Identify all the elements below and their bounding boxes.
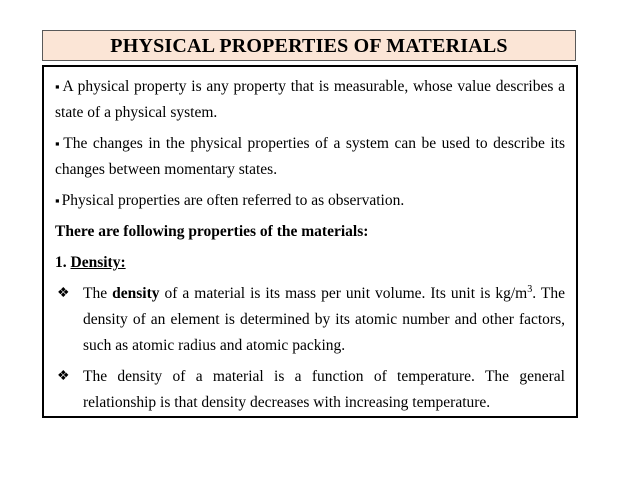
paragraph-text: A physical property is any property that is measurable, whose value describes a state of a physical system. [55, 78, 566, 121]
paragraph-text: The changes in the physical properties of a system can be used to describe its changes between momentary states. [55, 135, 565, 178]
square-bullet-icon: ▪ [55, 193, 60, 208]
diamond-bullet-icon: ❖ [57, 369, 70, 384]
paragraph-text: . The density of an element is determined by its atomic number and other factors, such as atomic radius and atomic packing. [83, 285, 565, 354]
paragraph-text: The [83, 285, 113, 302]
density-term: Density: [70, 254, 126, 271]
heading-density [55, 250, 565, 276]
bullet-paragraph-physical-property [55, 74, 565, 126]
content-box [42, 65, 578, 418]
paragraph-text: There are following properties of the materials: [55, 223, 369, 240]
diamond-bullet-icon: ❖ [57, 286, 70, 301]
list-number: 1. [55, 254, 71, 271]
diamond-paragraph-density-definition [55, 281, 565, 359]
square-bullet-icon: ▪ [55, 136, 62, 151]
density-emphasis: density [112, 285, 160, 302]
bullet-paragraph-observation [55, 188, 565, 214]
bullet-paragraph-changes [55, 131, 565, 183]
paragraph-text: Physical properties are often referred to as observation. [61, 192, 405, 209]
paragraph-properties-intro [55, 219, 565, 245]
paragraph-text: of a material is its mass per unit volume. Its unit is kg/m [159, 285, 528, 302]
superscript-exponent: 3 [527, 283, 533, 295]
diamond-paragraph-density-temperature [55, 364, 565, 416]
paragraph-text: The density of a material is a function of temperature. The general relationship is that density decreases with increasing temperature. [83, 368, 565, 411]
title-box [42, 30, 576, 61]
slide-title: PHYSICAL PROPERTIES OF MATERIALS [110, 34, 508, 57]
square-bullet-icon: ▪ [55, 79, 61, 94]
